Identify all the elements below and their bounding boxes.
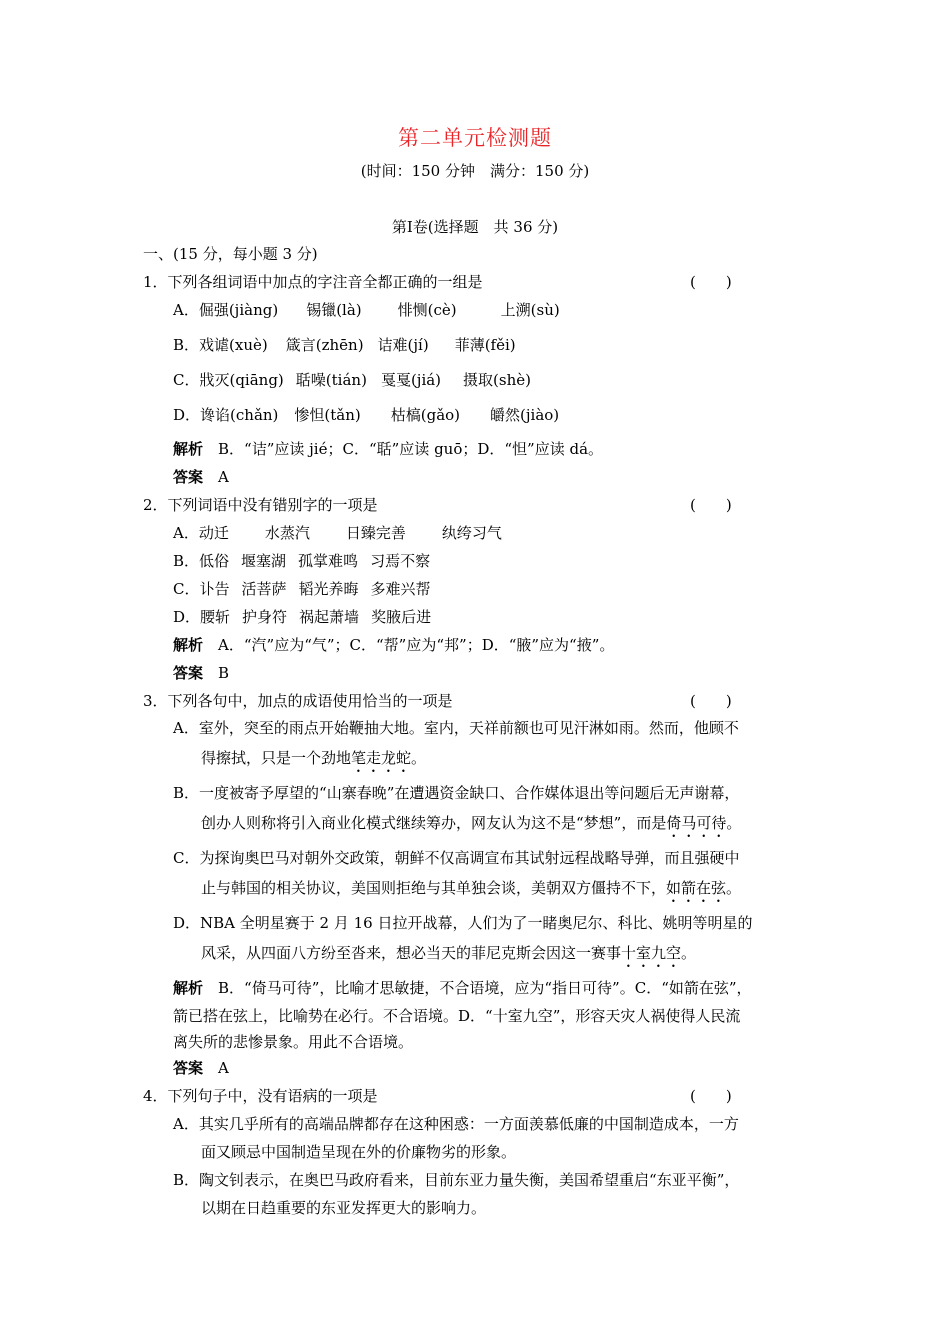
answer-label: 答案 bbox=[173, 1059, 204, 1077]
analysis-label: 解析 bbox=[173, 440, 204, 458]
q1-d-item: D．谗谄(chǎn) bbox=[173, 406, 279, 424]
q3-answer bbox=[173, 1058, 229, 1078]
page-title: 第二单元检测题 bbox=[398, 126, 552, 150]
q3-option-c-line2 bbox=[201, 878, 741, 906]
q3-analysis-line2: 箭已搭在弦上，比喻势在必行。不合语境。D．“十室九空”，形容天灾人祸使得人民流 bbox=[173, 1007, 741, 1025]
q1-option-c bbox=[173, 370, 531, 390]
q2-option-d bbox=[173, 607, 431, 627]
q4-stem: 4．下列句子中，没有语病的一项是 bbox=[143, 1087, 378, 1105]
q3-b-text: 创办人则称将引入商业化模式继续筹办，网友认为这不是“梦想”，而是 bbox=[201, 814, 667, 832]
exam-time-score: (时间：150 分钟 满分：150 分) bbox=[360, 162, 590, 180]
q3-analysis-text: B．“倚马可待”，比喻才思敏捷，不合语境，应为“指日可待”。C．“如箭在弦”， bbox=[218, 979, 752, 997]
q2-analysis-text: A．“汽”应为“气”；C．“帮”应为“邦”；D．“腋”应为“掖”。 bbox=[218, 636, 615, 654]
q1-answer-value: A bbox=[218, 468, 229, 486]
q1-b-item: 箴言(zhēn) bbox=[285, 336, 364, 354]
q1-b-item: 诘难(jí) bbox=[377, 336, 429, 354]
q2-analysis bbox=[173, 635, 614, 655]
q2-answer bbox=[173, 663, 229, 683]
q3-answer-bracket: ( ) bbox=[690, 692, 732, 710]
q1-option-d bbox=[173, 405, 559, 425]
q1-analysis-text: B．“诘”应读 jié；C．“聒”应读 guō；D．“怛”应读 dá。 bbox=[218, 440, 604, 458]
q3-a-idiom: 笔走龙蛇 bbox=[351, 749, 412, 767]
q4-option-b-line2: 以期在日趋重要的东亚发挥更大的影响力。 bbox=[201, 1199, 487, 1217]
q3-option-a-line2 bbox=[201, 748, 426, 776]
q3-d-idiom: 十室九空 bbox=[621, 944, 682, 962]
q4-option-a-line1: A．其实几乎所有的高端品牌都存在这种困惑：一方面羡慕低廉的中国制造成本，一方 bbox=[173, 1115, 739, 1133]
q1-analysis bbox=[173, 439, 603, 459]
q4-answer-bracket: ( ) bbox=[690, 1087, 732, 1105]
q2-c-item: C．讣告 bbox=[173, 580, 230, 598]
q2-a-item: 纨绔习气 bbox=[441, 524, 502, 542]
q1-b-item: 菲薄(fěi) bbox=[454, 336, 516, 354]
q1-c-item: 摄取(shè) bbox=[463, 371, 531, 389]
analysis-label: 解析 bbox=[173, 979, 204, 997]
q3-answer-value: A bbox=[218, 1059, 229, 1077]
section-heading: 一、(15 分，每小题 3 分) bbox=[143, 245, 318, 263]
q2-c-item: 多难兴帮 bbox=[370, 580, 431, 598]
q3-option-a-line1: A．室外，突至的雨点开始鞭抽大地。室内，天祥前额也可见汗淋如雨。然而，他顾不 bbox=[173, 719, 739, 737]
q3-option-b-line1: B．一度被寄予厚望的“山寨春晚”在遭遇资金缺口、合作媒体退出等问题后无声谢幕， bbox=[173, 784, 740, 802]
q1-answer-bracket: ( ) bbox=[690, 273, 732, 291]
q1-c-item: C．戕灭(qiāng) bbox=[173, 371, 284, 389]
q3-analysis-line1 bbox=[173, 978, 752, 998]
q3-stem: 3．下列各句中，加点的成语使用恰当的一项是 bbox=[143, 692, 453, 710]
q1-d-item: 皭然(jiào) bbox=[490, 406, 560, 424]
q3-option-d-line2 bbox=[201, 943, 696, 971]
q3-d-end: 。 bbox=[681, 944, 697, 962]
q2-d-item: 奖腋后进 bbox=[371, 608, 432, 626]
analysis-label: 解析 bbox=[173, 636, 204, 654]
q4-option-b-line1: B．陶文钊表示，在奥巴马政府看来，目前东亚力量失衡，美国希望重启“东亚平衡”， bbox=[173, 1171, 740, 1189]
q3-c-idiom: 如箭在弦 bbox=[666, 879, 727, 897]
q3-c-end: 。 bbox=[726, 879, 742, 897]
q2-d-item: 护身符 bbox=[242, 608, 288, 626]
q4-option-a-line2: 面又顾忌中国制造呈现在外的价廉物劣的形象。 bbox=[201, 1143, 517, 1161]
q1-option-b bbox=[173, 335, 516, 355]
q2-b-item: 孤掌难鸣 bbox=[298, 552, 359, 570]
q3-analysis-line3: 离失所的悲惨景象。用此不合语境。 bbox=[173, 1033, 414, 1051]
q1-a-item: 上溯(sù) bbox=[500, 301, 560, 319]
q2-d-item: D．腰斩 bbox=[173, 608, 231, 626]
q2-answer-bracket: ( ) bbox=[690, 496, 732, 514]
q1-a-item: 锡镴(là) bbox=[306, 301, 362, 319]
q3-option-d-line1: D．NBA 全明星赛于 2 月 16 日拉开战幕，人们为了一睹奥尼尔、科比、姚明等明星的 bbox=[173, 914, 753, 932]
q2-d-item: 祸起萧墙 bbox=[299, 608, 360, 626]
q2-a-item: 日臻完善 bbox=[345, 524, 406, 542]
q1-a-item: 悱恻(cè) bbox=[397, 301, 457, 319]
q2-stem: 2．下列词语中没有错别字的一项是 bbox=[143, 496, 378, 514]
q3-option-c-line1: C．为探询奥巴马对朝外交政策，朝鲜不仅高调宣布其试射远程战略导弹，而且强硬中 bbox=[173, 849, 740, 867]
q3-b-idiom: 倚马可待 bbox=[666, 814, 727, 832]
q2-answer-value: B bbox=[218, 664, 230, 682]
q2-c-item: 活菩萨 bbox=[241, 580, 287, 598]
q1-c-item: 戛戛(jiá) bbox=[380, 371, 442, 389]
q1-a-item: A．倔强(jiàng) bbox=[173, 301, 279, 319]
q3-a-end: 。 bbox=[411, 749, 427, 767]
q1-answer bbox=[173, 467, 229, 487]
q1-d-item: 惨怛(tǎn) bbox=[294, 406, 361, 424]
answer-label: 答案 bbox=[173, 664, 204, 682]
answer-label: 答案 bbox=[173, 468, 204, 486]
q2-a-item: A．动迁 bbox=[173, 524, 229, 542]
q2-b-item: 习焉不察 bbox=[370, 552, 431, 570]
q2-option-c bbox=[173, 579, 431, 599]
q1-b-item: B．戏谑(xuè) bbox=[173, 336, 268, 354]
q1-d-item: 枯槁(gǎo) bbox=[390, 406, 461, 424]
q2-b-item: 堰塞湖 bbox=[241, 552, 287, 570]
q2-option-b bbox=[173, 551, 430, 571]
q1-option-a bbox=[173, 300, 560, 320]
q3-a-text: 得擦拭，只是一个劲地 bbox=[201, 749, 352, 767]
q2-b-item: B．低俗 bbox=[173, 552, 230, 570]
q2-c-item: 韬光养晦 bbox=[298, 580, 359, 598]
q1-stem: 1．下列各组词语中加点的字注音全都正确的一组是 bbox=[143, 273, 483, 291]
q1-c-item: 聒噪(tián) bbox=[295, 371, 367, 389]
q2-a-item: 水蒸汽 bbox=[264, 524, 310, 542]
q3-d-text: 风采，从四面八方纷至沓来，想必当天的菲尼克斯会因这一赛事 bbox=[201, 944, 622, 962]
q3-option-b-line2 bbox=[201, 813, 741, 841]
q3-b-end: 。 bbox=[726, 814, 742, 832]
part-heading: 第Ⅰ卷(选择题 共 36 分) bbox=[391, 218, 559, 236]
q2-option-a bbox=[173, 523, 502, 543]
q3-c-text: 止与韩国的相关协议，美国则拒绝与其单独会谈，美朝双方僵持不下， bbox=[201, 879, 667, 897]
